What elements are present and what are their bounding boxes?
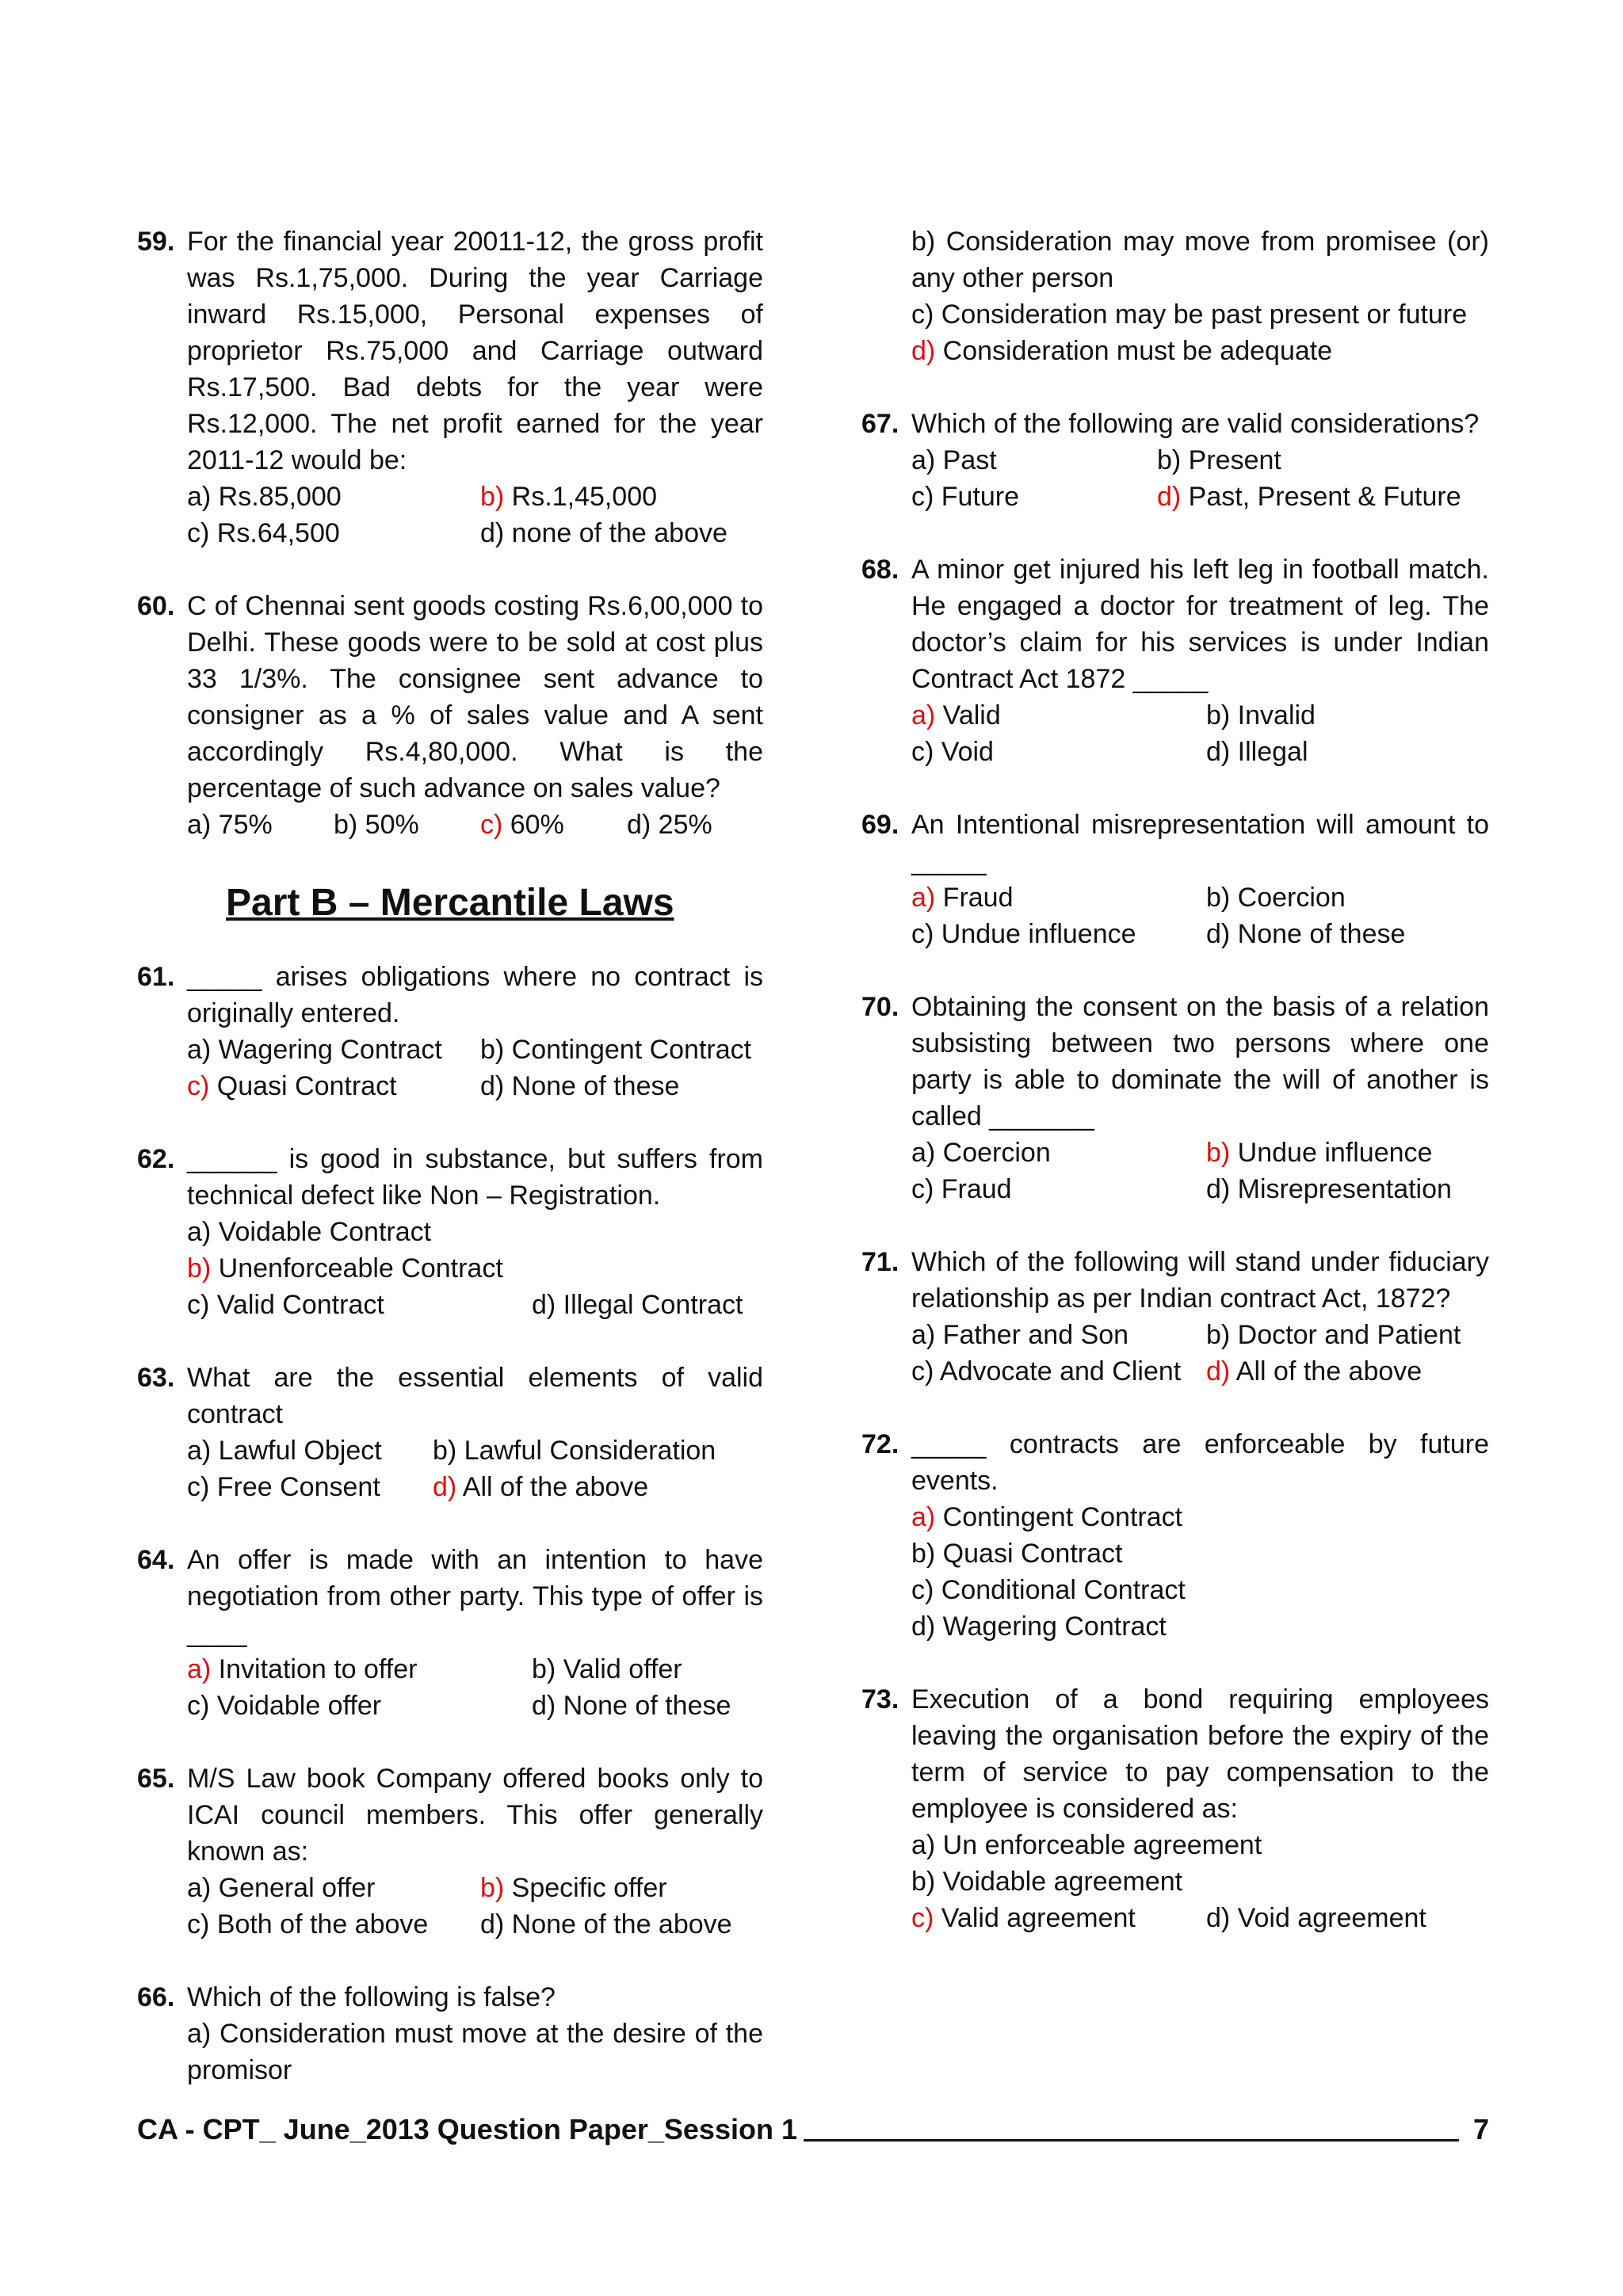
options <box>911 879 1489 952</box>
options <box>187 1214 763 1323</box>
options <box>187 1432 763 1505</box>
option-d-answer: d) Consideration must be adequate <box>911 336 1333 366</box>
question-72 <box>861 1426 1489 1645</box>
option-a-answer: a) Contingent Contract <box>911 1502 1183 1532</box>
option-b: b) Quasi Contract <box>911 1539 1123 1569</box>
option-d: d) Wagering Contract <box>911 1611 1167 1642</box>
option-c: c) Void <box>911 737 994 767</box>
question-number: 72. <box>861 1429 899 1459</box>
option-b-answer: b) Specific offer <box>480 1873 667 1903</box>
question-text: M/S Law book Company offered books only to ICAI council members. This offer generally known as: <box>187 1764 763 1867</box>
question-number: 60. <box>137 591 175 621</box>
option-b: b) Voidable agreement <box>911 1867 1183 1897</box>
option-d: d) Illegal Contract <box>532 1290 743 1320</box>
option-a: a) 75% <box>187 810 273 840</box>
option-b: b) Coercion <box>1206 883 1346 913</box>
question-text: C of Chennai sent goods costing Rs.6,00,000 to Delhi. These goods were to be sold at cost plus 33 1/3%. The consignee sent advance to consigner as a % of sales value and A sent accordingly Rs.4,80,000. What is the percentage of such advance on sales value? <box>187 591 763 803</box>
right-column <box>861 223 1489 1973</box>
option-d-answer: d) All of the above <box>1206 1356 1423 1386</box>
option-d-answer: d) All of the above <box>433 1472 649 1502</box>
question-64 <box>137 1542 763 1724</box>
options <box>187 479 763 551</box>
question-68 <box>861 551 1489 770</box>
options <box>911 223 1489 369</box>
option-c: c) Future <box>911 482 1020 512</box>
option-b: b) Consideration may move from promisee (or) any other person <box>911 227 1489 293</box>
question-69 <box>861 807 1489 952</box>
question-number: 70. <box>861 992 899 1022</box>
question-66 <box>137 1979 763 2088</box>
option-d: d) 25% <box>627 810 712 840</box>
options <box>187 2016 763 2088</box>
question-text: ______ is good in substance, but suffers from technical defect like Non – Registration. <box>187 1144 763 1211</box>
options <box>911 1135 1489 1207</box>
page-number: 7 <box>1472 2113 1489 2145</box>
option-a: a) Un enforceable agreement <box>911 1830 1262 1860</box>
option-a: a) Father and Son <box>911 1320 1129 1350</box>
option-d: d) None of the above <box>480 1909 732 1939</box>
option-b: b) Doctor and Patient <box>1206 1320 1461 1350</box>
option-a: a) Lawful Object <box>187 1436 382 1466</box>
option-c-answer: c) 60% <box>480 810 564 840</box>
question-67 <box>861 406 1489 515</box>
question-number: 62. <box>137 1144 175 1174</box>
left-column <box>137 223 763 2088</box>
option-b: b) Contingent Contract <box>480 1035 752 1065</box>
section-heading: Part B – Mercantile Laws <box>226 882 674 924</box>
option-a-answer: a) Valid <box>911 700 1001 730</box>
question-text: _____ arises obligations where no contract is originally entered. <box>187 962 763 1028</box>
option-d: d) none of the above <box>480 518 727 548</box>
option-a: a) General offer <box>187 1873 376 1903</box>
option-b: b) Lawful Consideration <box>433 1436 716 1466</box>
option-b-answer: b) Undue influence <box>1206 1138 1433 1168</box>
options <box>911 697 1489 770</box>
options <box>187 1651 763 1724</box>
option-a: a) Voidable Contract <box>187 1217 432 1247</box>
question-text: What are the essential elements of valid contract <box>187 1363 763 1429</box>
options <box>187 1870 763 1943</box>
option-c: c) Fraud <box>911 1174 1012 1204</box>
option-c: c) Advocate and Client <box>911 1356 1182 1386</box>
question-number: 59. <box>137 227 175 257</box>
option-a: a) Rs.85,000 <box>187 482 342 512</box>
question-text: _____ contracts are enforceable by future events. <box>911 1429 1489 1496</box>
question-number: 67. <box>861 409 899 439</box>
option-a: a) Coercion <box>911 1138 1051 1168</box>
question-text: An offer is made with an intention to have negotiation from other party. This type of offer is ____ <box>187 1545 763 1648</box>
question-63 <box>137 1360 763 1505</box>
option-d: d) None of these <box>480 1071 680 1101</box>
options <box>187 1032 763 1104</box>
option-b: b) Valid offer <box>532 1654 682 1684</box>
question-61 <box>137 959 763 1104</box>
option-d: d) Illegal <box>1206 737 1308 767</box>
question-text: Which of the following will stand under fiduciary relationship as per Indian contract Act, 1872? <box>911 1247 1489 1314</box>
question-71 <box>861 1244 1489 1390</box>
question-73 <box>861 1681 1489 1936</box>
question-60 <box>137 588 763 843</box>
question-text: An Intentional misrepresentation will amount to _____ <box>911 810 1489 876</box>
option-d: d) None of these <box>532 1691 731 1721</box>
option-c: c) Undue influence <box>911 919 1136 949</box>
question-number: 61. <box>137 962 175 992</box>
option-d-answer: d) Past, Present & Future <box>1157 482 1461 512</box>
option-b-answer: b) Unenforceable Contract <box>187 1253 503 1283</box>
options <box>911 1827 1489 1936</box>
question-number: 63. <box>137 1363 175 1393</box>
question-text: A minor get injured his left leg in football match. He engaged a doctor for treatment of leg. The doctor’s claim for his services is under Indian Contract Act 1872 _____ <box>911 555 1489 694</box>
option-a: a) Wagering Contract <box>187 1035 442 1065</box>
footer-rule <box>804 2139 1459 2142</box>
option-c-answer: c) Valid agreement <box>911 1903 1136 1933</box>
option-c: c) Free Consent <box>187 1472 380 1502</box>
option-d: d) Void agreement <box>1206 1903 1426 1933</box>
question-number: 69. <box>861 810 899 840</box>
question-text: Obtaining the consent on the basis of a relation subsisting between two persons where one party is able to dominate the will of another is called _______ <box>911 992 1489 1131</box>
option-b: b) Invalid <box>1206 700 1316 730</box>
question-text: Which of the following is false? <box>187 1982 556 2012</box>
option-a: a) Past <box>911 445 997 475</box>
options <box>911 1499 1489 1645</box>
question-59 <box>137 223 763 551</box>
option-b-answer: b) Rs.1,45,000 <box>480 482 658 512</box>
page-footer <box>137 2111 1489 2148</box>
question-number: 71. <box>861 1247 899 1277</box>
question-text: Execution of a bond requiring employees leaving the organisation before the expiry of the term of service to pay compensation to the employee is considered as: <box>911 1684 1489 1824</box>
question-65 <box>137 1760 763 1943</box>
question-text: For the financial year 20011-12, the gross profit was Rs.1,75,000. During the year Carriage inward Rs.15,000, Personal expenses of proprietor Rs.75,000 and Carriage outward Rs.17,500. Bad debts for the year were Rs.12,000. The net profit earned for the year 2011-12 would be: <box>187 227 763 475</box>
options <box>911 1317 1489 1390</box>
option-b: b) Present <box>1157 445 1281 475</box>
option-b: b) 50% <box>334 810 419 840</box>
option-c: c) Voidable offer <box>187 1691 382 1721</box>
question-number: 64. <box>137 1545 175 1575</box>
question-66-continued <box>861 223 1489 369</box>
question-number: 66. <box>137 1982 175 2012</box>
option-a: a) Consideration must move at the desire of the promisor <box>187 2019 763 2085</box>
option-c-answer: c) Quasi Contract <box>187 1071 397 1101</box>
options <box>911 442 1489 515</box>
question-number: 73. <box>861 1684 899 1714</box>
option-c: c) Rs.64,500 <box>187 518 340 548</box>
option-c: c) Conditional Contract <box>911 1575 1186 1605</box>
option-c: c) Both of the above <box>187 1909 429 1939</box>
option-a-answer: a) Fraud <box>911 883 1014 913</box>
option-c: c) Valid Contract <box>187 1290 384 1320</box>
question-62 <box>137 1141 763 1323</box>
options <box>187 807 763 843</box>
footer-title: CA - CPT_ June_2013 Question Paper_Session 1 <box>137 2113 797 2145</box>
question-text: Which of the following are valid considerations? <box>911 409 1480 439</box>
option-d: d) Misrepresentation <box>1206 1174 1452 1204</box>
option-a-answer: a) Invitation to offer <box>187 1654 418 1684</box>
option-c: c) Consideration may be past present or future <box>911 299 1468 330</box>
option-d: d) None of these <box>1206 919 1406 949</box>
question-number: 65. <box>137 1764 175 1794</box>
question-70 <box>861 989 1489 1207</box>
question-number: 68. <box>861 555 899 585</box>
